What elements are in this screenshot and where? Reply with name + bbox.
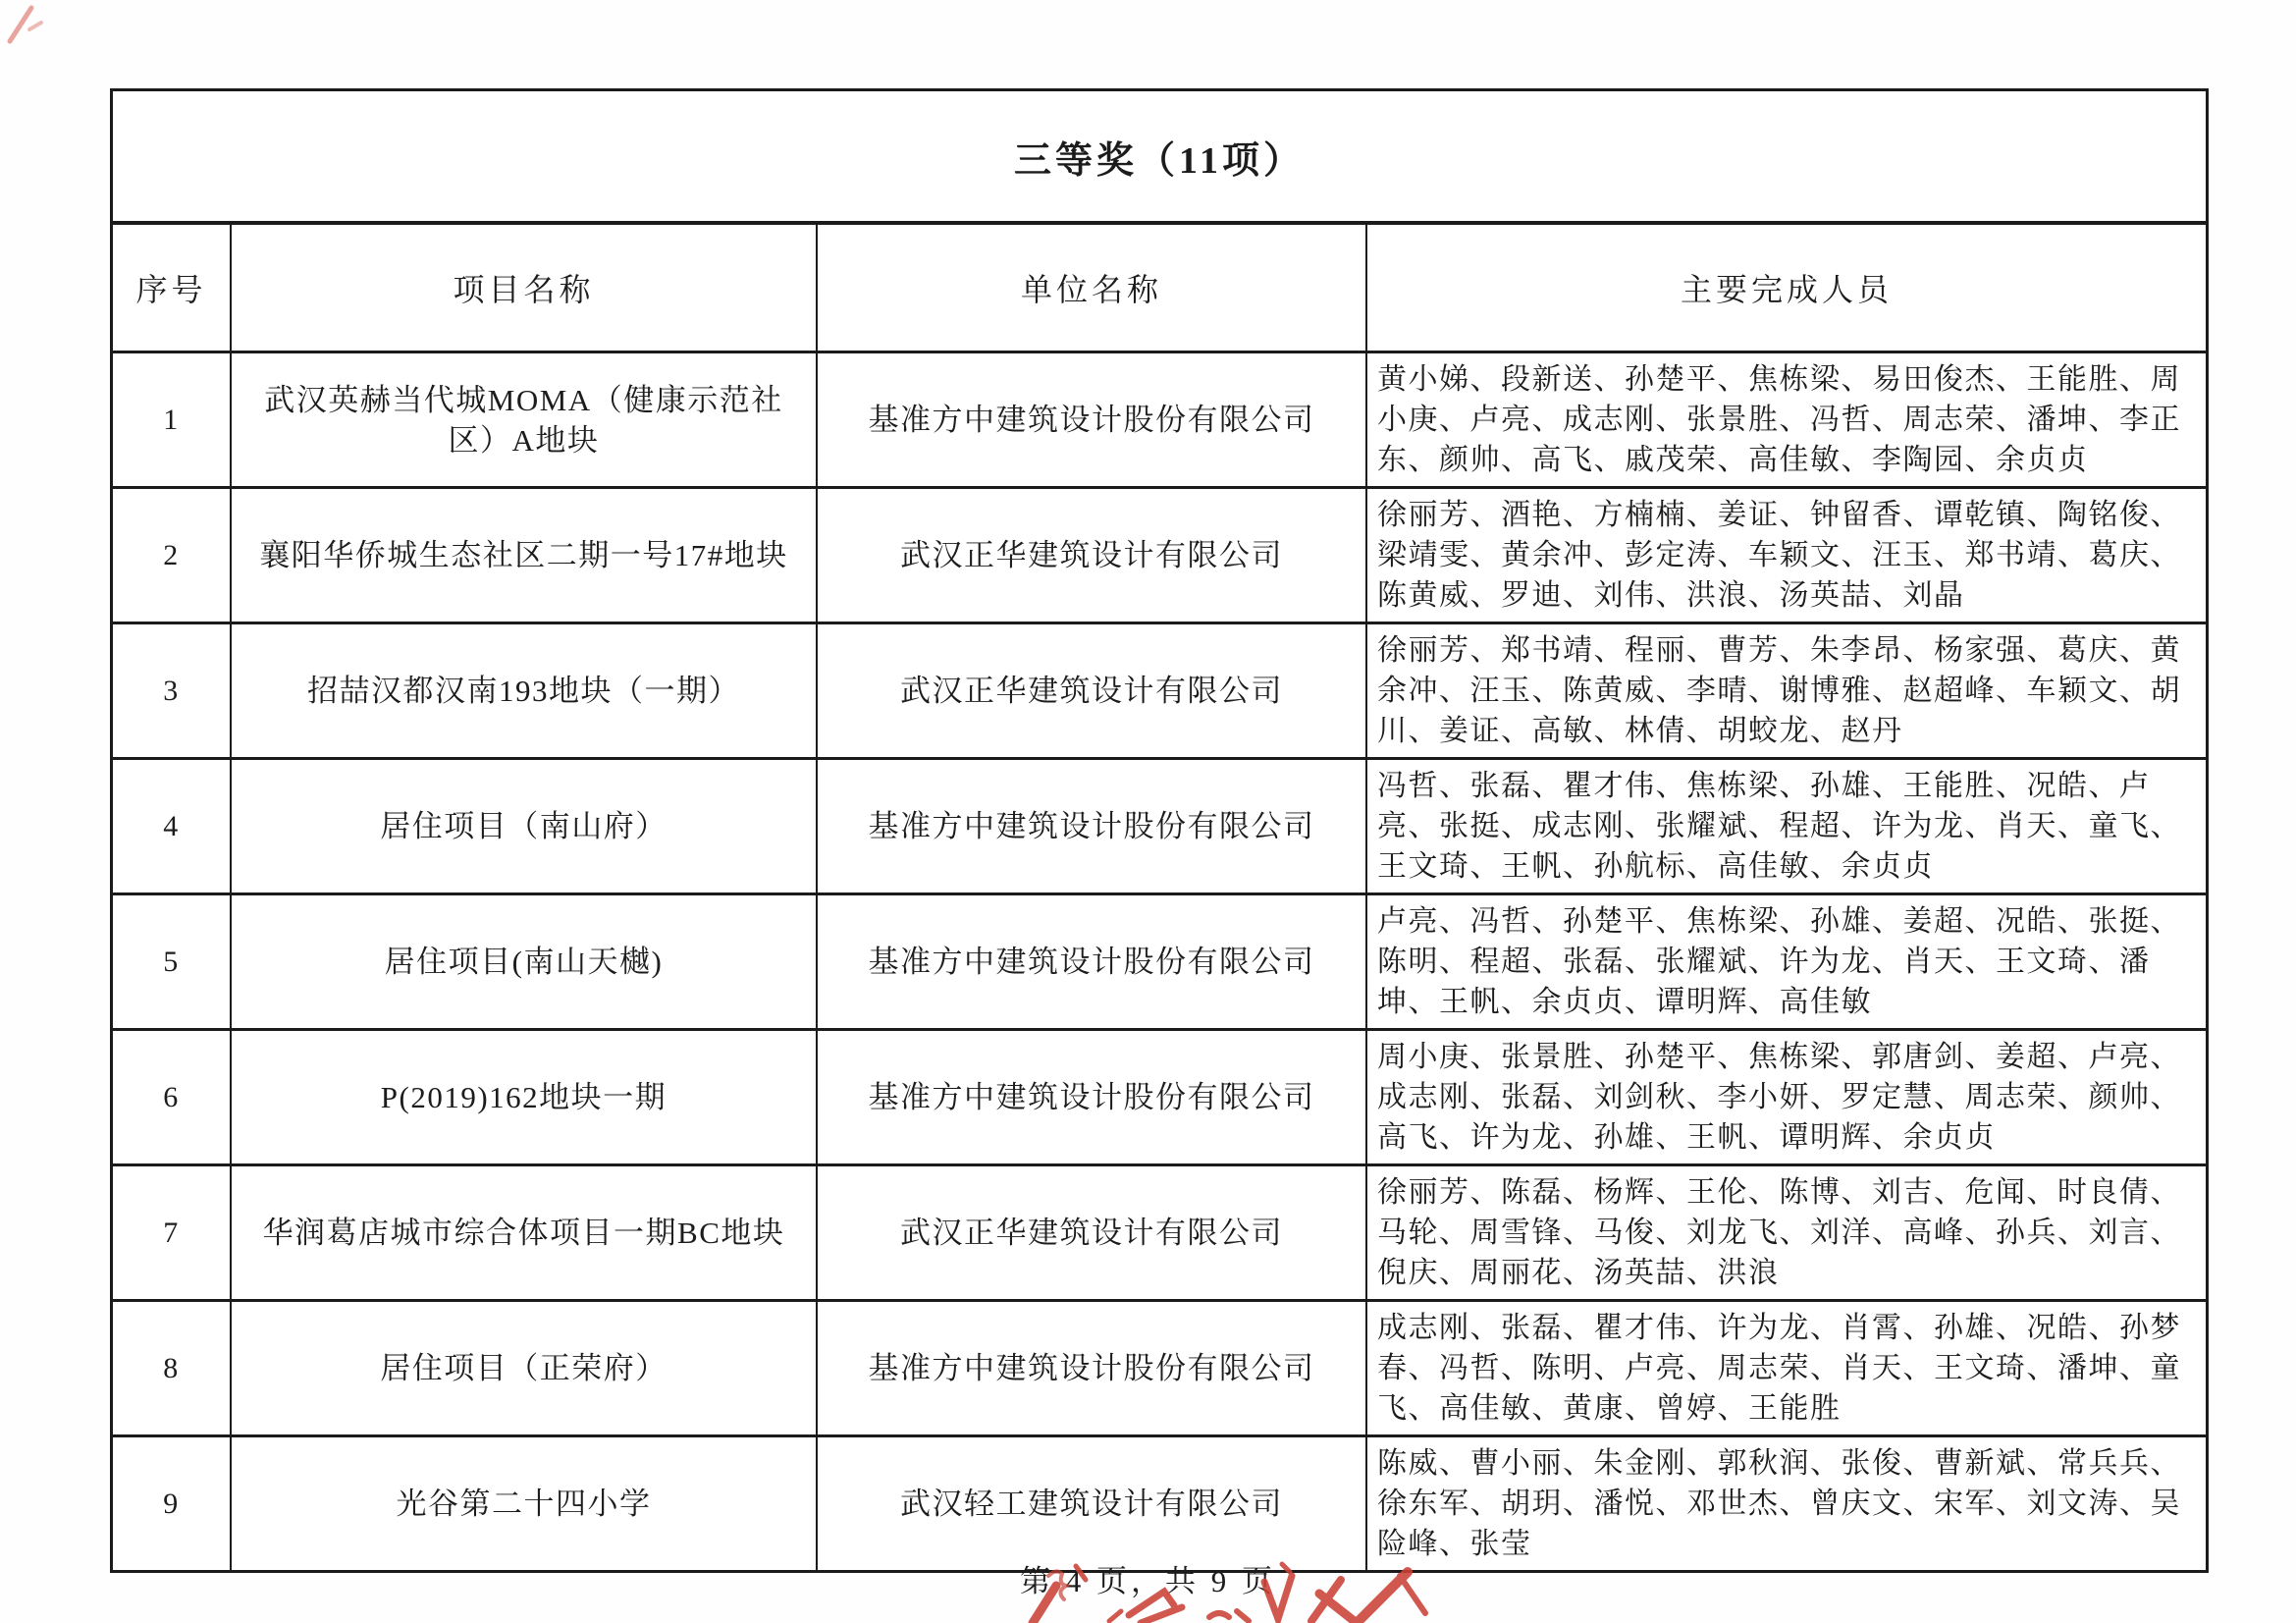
award-table <box>110 88 2209 1573</box>
table-row <box>113 1302 2206 1437</box>
cell-project-name: P(2019)162地块一期 <box>232 1031 818 1163</box>
cell-unit-name: 武汉轻工建筑设计有限公司 <box>818 1437 1367 1570</box>
cell-project-name: 招喆汉都汉南193地块（一期） <box>232 624 818 757</box>
cell-serial-number: 6 <box>113 1031 232 1163</box>
table-row <box>113 1437 2206 1570</box>
cell-project-name: 武汉英赫当代城MOMA（健康示范社区）A地块 <box>232 353 818 486</box>
table-row <box>113 489 2206 624</box>
cell-unit-name: 武汉正华建筑设计有限公司 <box>818 1166 1367 1299</box>
cell-serial-number: 2 <box>113 489 232 622</box>
cell-project-name: 襄阳华侨城生态社区二期一号17#地块 <box>232 489 818 622</box>
table-row <box>113 760 2206 895</box>
table-row <box>113 895 2206 1031</box>
cell-unit-name: 基准方中建筑设计股份有限公司 <box>818 1031 1367 1163</box>
cell-serial-number: 3 <box>113 624 232 757</box>
cell-unit-name: 基准方中建筑设计股份有限公司 <box>818 895 1367 1028</box>
table-row <box>113 353 2206 489</box>
cell-serial-number: 7 <box>113 1166 232 1299</box>
cell-project-name: 居住项目（正荣府） <box>232 1302 818 1434</box>
column-header-unit: 单位名称 <box>818 225 1367 351</box>
cell-personnel: 黄小娣、段新送、孙楚平、焦栋梁、易田俊杰、王能胜、周小庚、卢亮、成志刚、张景胜、冯哲、周志荣、潘坤、李正东、颜帅、高飞、戚茂荣、高佳敏、李陶园、余贞贞 <box>1377 363 2181 476</box>
cell-unit-name: 武汉正华建筑设计有限公司 <box>818 624 1367 757</box>
table-header-row <box>113 225 2206 353</box>
cell-personnel: 成志刚、张磊、瞿才伟、许为龙、肖霄、孙雄、况皓、孙梦春、冯哲、陈明、卢亮、周志荣、肖天、王文琦、潘坤、童飞、高佳敏、黄康、曾婷、王能胜 <box>1377 1312 2181 1425</box>
cell-personnel: 冯哲、张磊、瞿才伟、焦栋梁、孙雄、王能胜、况皓、卢亮、张挺、成志刚、张耀斌、程超、许为龙、肖天、童飞、王文琦、王帆、孙航标、高佳敏、余贞贞 <box>1377 770 2181 883</box>
table-body <box>113 353 2206 1570</box>
cell-serial-number: 1 <box>113 353 232 486</box>
cell-serial-number: 8 <box>113 1302 232 1434</box>
table-title-text: 三等奖（11项） <box>1014 139 1305 182</box>
cell-unit-name: 基准方中建筑设计股份有限公司 <box>818 353 1367 486</box>
cell-unit-name: 基准方中建筑设计股份有限公司 <box>818 1302 1367 1434</box>
cell-unit-name: 武汉正华建筑设计有限公司 <box>818 489 1367 622</box>
column-header-serial: 序号 <box>113 225 232 351</box>
cell-personnel: 陈威、曹小丽、朱金刚、郭秋润、张俊、曹新斌、常兵兵、徐东军、胡玥、潘悦、邓世杰、曾庆文、宋军、刘文涛、吴险峰、张莹 <box>1377 1447 2181 1560</box>
cell-serial-number: 5 <box>113 895 232 1028</box>
cell-personnel: 徐丽芳、郑书靖、程丽、曹芳、朱李昂、杨家强、葛庆、黄余冲、汪玉、陈黄威、李晴、谢博雅、赵超峰、车颖文、胡川、姜证、高敏、林倩、胡蛟龙、赵丹 <box>1377 634 2181 747</box>
corner-scan-marks <box>0 0 88 69</box>
cell-serial-number: 4 <box>113 760 232 893</box>
cell-serial-number: 9 <box>113 1437 232 1570</box>
table-row <box>113 624 2206 760</box>
column-header-personnel: 主要完成人员 <box>1680 272 1893 307</box>
red-stamp <box>991 1554 1453 1623</box>
cell-project-name: 居住项目(南山天樾) <box>232 895 818 1028</box>
cell-personnel: 徐丽芳、酒艳、方楠楠、姜证、钟留香、谭乾镇、陶铭俊、梁靖雯、黄余冲、彭定涛、车颖文、汪玉、郑书靖、葛庆、陈黄威、罗迪、刘伟、洪浪、汤英喆、刘晶 <box>1377 499 2181 612</box>
table-title <box>113 91 2206 225</box>
table-row <box>113 1166 2206 1302</box>
cell-project-name: 居住项目（南山府） <box>232 760 818 893</box>
cell-project-name: 光谷第二十四小学 <box>232 1437 818 1570</box>
cell-unit-name: 基准方中建筑设计股份有限公司 <box>818 760 1367 893</box>
page-number: 第 4 页，共 9 页 <box>1020 1564 1276 1598</box>
cell-personnel: 徐丽芳、陈磊、杨辉、王伦、陈博、刘吉、危闻、时良倩、马轮、周雪锋、马俊、刘龙飞、刘洋、高峰、孙兵、刘言、倪庆、周丽花、汤英喆、洪浪 <box>1377 1176 2181 1289</box>
cell-project-name: 华润葛店城市综合体项目一期BC地块 <box>232 1166 818 1299</box>
cell-personnel: 周小庚、张景胜、孙楚平、焦栋梁、郭唐剑、姜超、卢亮、成志刚、张磊、刘剑秋、李小妍、罗定慧、周志荣、颜帅、高飞、许为龙、孙雄、王帆、谭明辉、余贞贞 <box>1377 1041 2181 1154</box>
column-header-project: 项目名称 <box>232 225 818 351</box>
table-row <box>113 1031 2206 1166</box>
cell-personnel: 卢亮、冯哲、孙楚平、焦栋梁、孙雄、姜超、况皓、张挺、陈明、程超、张磊、张耀斌、许为龙、肖天、王文琦、潘坤、王帆、余贞贞、谭明辉、高佳敏 <box>1377 905 2181 1018</box>
